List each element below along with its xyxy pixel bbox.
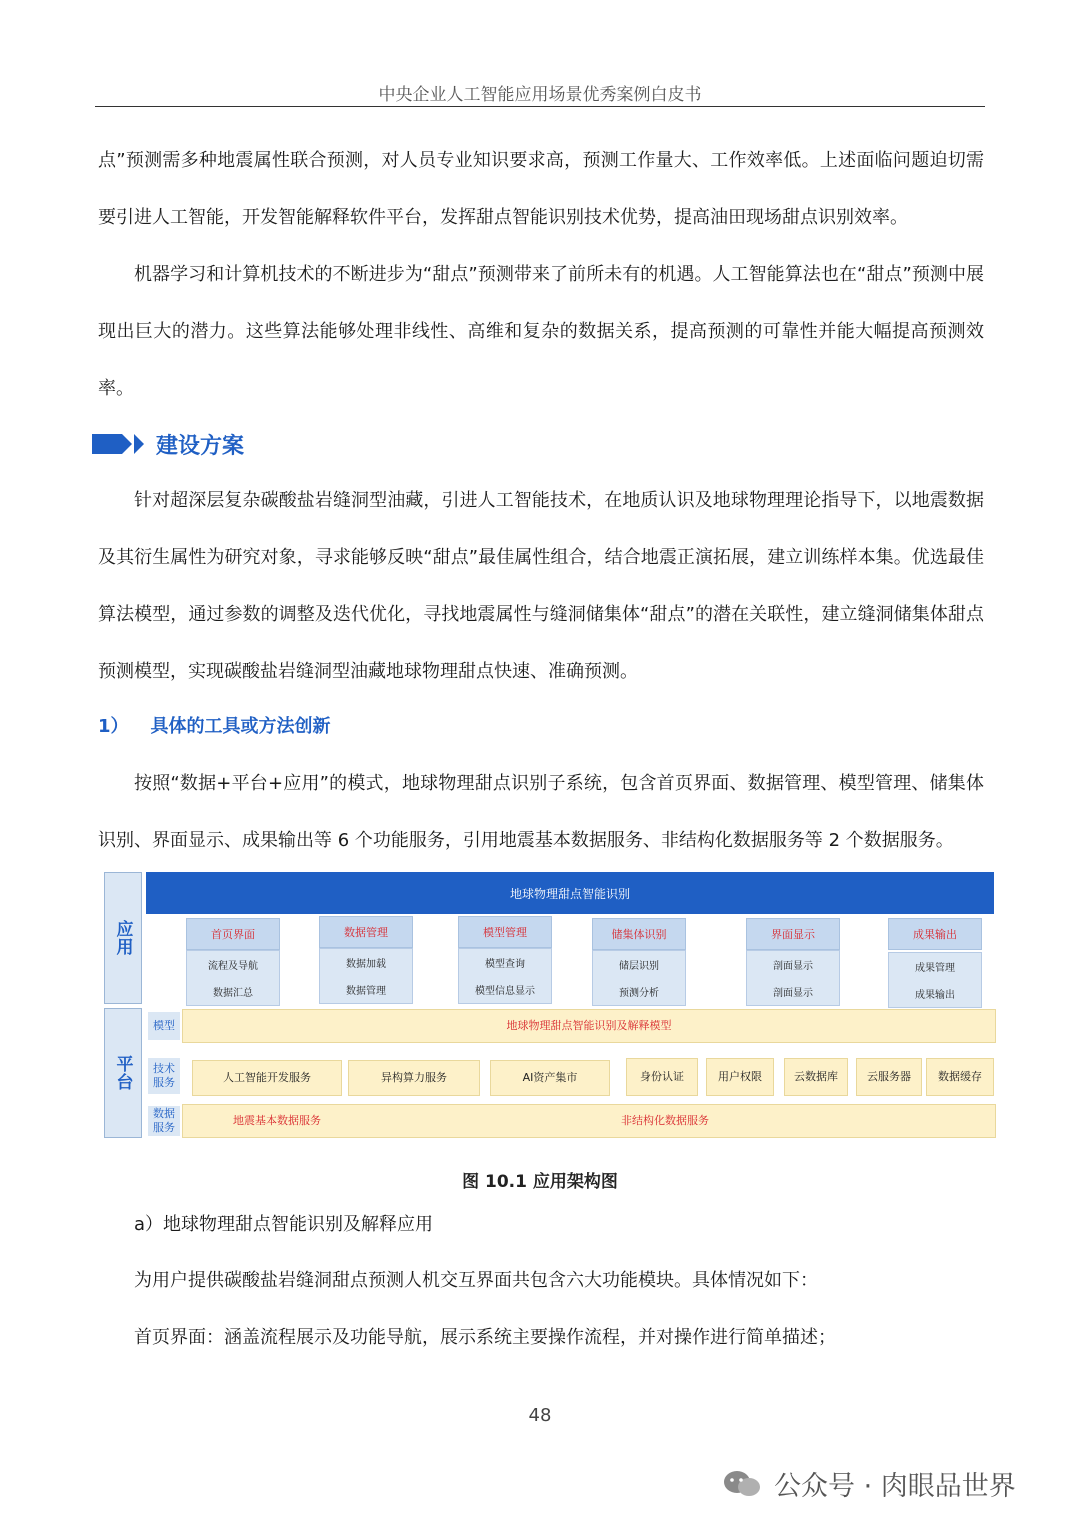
architecture-diagram [104,872,996,1139]
tech-row-label: 技术服务 [148,1058,180,1094]
paragraph-2: 机器学习和计算机技术的不断进步为“甜点”预测带来了前所未有的机遇。人工智能算法也在“甜点”预测中展现出巨大的潜力。这些算法能够处理非线性、高维和复杂的数据关系，提高预测的可靠性并能大幅提高预测效率。 [98,264,984,399]
chevron-right-icon [122,434,132,454]
module-item: 储层识别 [619,961,659,972]
data-row-box [182,1104,996,1138]
arrow-icon [92,434,122,454]
subsection-number: 1） [98,716,129,737]
tech-service-box: 云服务器 [856,1058,922,1096]
module-title: 首页界面 [186,918,280,950]
section-title: 建设方案 [156,433,245,459]
figure-caption: 图 10.1 应用架构图 [462,1172,618,1192]
tech-service-box: 人工智能开发服务 [192,1060,342,1096]
data-service-right: 非结构化数据服务 [621,1114,709,1127]
paragraph-3: 针对超深层复杂碳酸盐岩缝洞型油藏，引进人工智能技术，在地质认识及地球物理理论指导下，以地震数据及其衍生属性为研究对象，寻求能够反映“甜点”最佳属性组合，结合地震正演拓展，建立训练样本集。优选最佳算法模型，通过参数的调整及迭代优化，寻找地震属性与缝洞储集体“甜点”的潜在关联性，建立缝洞储集体甜点预测模型，实现碳酸盐岩缝洞型油藏地球物理甜点快速、准确预测。 [98,490,984,682]
watermark-text: 公众号 · 肉眼品世界 [774,1471,1016,1502]
data-row-label: 数据服务 [148,1106,180,1136]
module-item: 模型查询 [485,959,525,970]
module-box [319,948,413,1004]
tech-service-box: AI资产集市 [490,1060,610,1096]
module-item: 剖面显示 [773,988,813,999]
paragraph-7: 首页界面：涵盖流程展示及功能导航，展示系统主要操作流程，并对操作进行简单描述； [134,1327,836,1348]
tech-service-box: 数据缓存 [926,1058,994,1096]
module-item: 成果输出 [915,990,955,1001]
model-row-box: 地球物理甜点智能识别及解释模型 [182,1009,996,1043]
subsection-title: 具体的工具或方法创新 [150,716,331,737]
subsection-heading [98,712,331,738]
module-item: 数据汇总 [213,988,253,999]
wechat-icon [722,1469,762,1499]
watermark [722,1464,1016,1503]
module-box [888,952,982,1008]
section-heading [92,428,244,460]
module-title: 成果输出 [888,918,982,950]
paragraph-6: 为用户提供碳酸盐岩缝洞甜点预测人机交互界面共包含六大功能模块。具体情况如下： [134,1270,818,1291]
module-item: 预测分析 [619,988,659,999]
data-service-left: 地震基本数据服务 [233,1114,321,1127]
tech-service-box: 身份认证 [626,1058,698,1096]
diagram-banner: 地球物理甜点智能识别 [146,872,994,914]
paragraph-1: 点”预测需多种地震属性联合预测，对人员专业知识要求高，预测工作量大、工作效率低。上述面临问题迫切需要引进人工智能，开发智能解释软件平台，发挥甜点智能识别技术优势，提高油田现场甜点识别效率。 [98,150,984,228]
module-title: 储集体识别 [592,918,686,950]
paragraph-4: 按照“数据+平台+应用”的模式，地球物理甜点识别子系统，包含首页界面、数据管理、模型管理、储集体识别、界面显示、成果输出等 6 个功能服务，引用地震基本数据服务、非结构化数据服务等 2 个数据服务。 [98,773,984,851]
module-item: 数据加载 [346,959,386,970]
page-number: 48 [528,1405,552,1426]
platform-layer-label: 平台 [104,1008,142,1138]
header-rule [95,106,985,107]
tech-service-box: 异构算力服务 [348,1060,480,1096]
module-item: 数据管理 [346,986,386,997]
module-box [458,948,552,1004]
module-box [186,950,280,1006]
chevron-right-icon [134,434,144,454]
module-title: 模型管理 [458,916,552,948]
paragraph-5: a）地球物理甜点智能识别及解释应用 [134,1214,434,1235]
tech-service-box: 云数据库 [784,1058,848,1096]
model-row-label: 模型 [148,1012,180,1040]
tech-service-box: 用户权限 [706,1058,774,1096]
page-header-title: 中央企业人工智能应用场景优秀案例白皮书 [378,85,702,105]
module-item: 模型信息显示 [475,986,535,997]
app-layer-label: 应用 [104,872,142,1004]
module-item: 成果管理 [915,963,955,974]
module-title: 界面显示 [746,918,840,950]
module-item: 剖面显示 [773,961,813,972]
module-box [746,950,840,1006]
module-title: 数据管理 [319,916,413,948]
module-item: 流程及导航 [208,961,258,972]
module-box [592,950,686,1006]
